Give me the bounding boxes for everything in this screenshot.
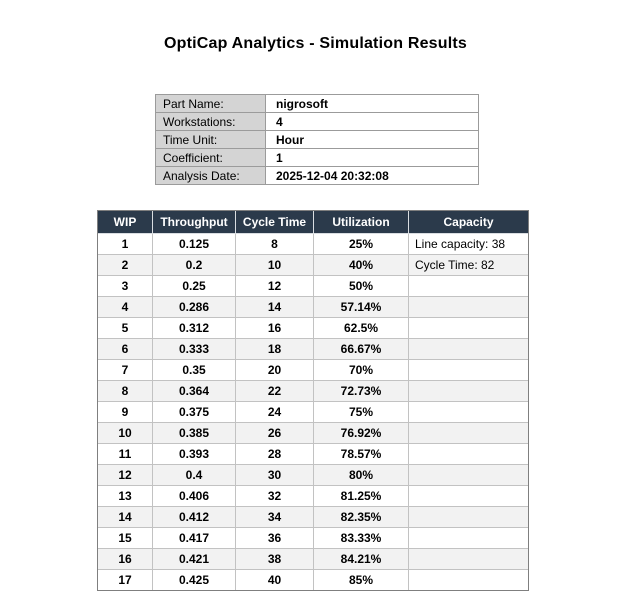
- cell-capacity: [409, 339, 529, 360]
- table-row: [98, 360, 529, 381]
- cell-throughput: 0.417: [153, 528, 236, 549]
- cell-capacity: [409, 276, 529, 297]
- cell-wip: 10: [98, 423, 153, 444]
- cell-throughput: 0.312: [153, 318, 236, 339]
- cell-capacity: [409, 423, 529, 444]
- cell-utilization: 66.67%: [314, 339, 409, 360]
- info-value-time-unit: Hour: [266, 131, 479, 149]
- cell-throughput: 0.333: [153, 339, 236, 360]
- column-header-cycle-time: Cycle Time: [236, 211, 314, 234]
- cell-capacity: [409, 381, 529, 402]
- table-row: [98, 381, 529, 402]
- cell-utilization: 83.33%: [314, 528, 409, 549]
- cell-cycle-time: 24: [236, 402, 314, 423]
- cell-throughput: 0.4: [153, 465, 236, 486]
- cell-wip: 17: [98, 570, 153, 591]
- cell-utilization: 57.14%: [314, 297, 409, 318]
- cell-utilization: 40%: [314, 255, 409, 276]
- table-row: [98, 528, 529, 549]
- table-row: [98, 570, 529, 591]
- table-row: [98, 423, 529, 444]
- cell-cycle-time: 14: [236, 297, 314, 318]
- info-table-body: [156, 95, 479, 185]
- cell-cycle-time: 36: [236, 528, 314, 549]
- table-row: [98, 486, 529, 507]
- info-value-workstations: 4: [266, 113, 479, 131]
- cell-capacity: [409, 549, 529, 570]
- cell-wip: 2: [98, 255, 153, 276]
- cell-cycle-time: 30: [236, 465, 314, 486]
- cell-cycle-time: 8: [236, 234, 314, 255]
- cell-throughput: 0.393: [153, 444, 236, 465]
- cell-throughput: 0.412: [153, 507, 236, 528]
- cell-cycle-time: 10: [236, 255, 314, 276]
- cell-wip: 6: [98, 339, 153, 360]
- cell-cycle-time: 26: [236, 423, 314, 444]
- cell-utilization: 82.35%: [314, 507, 409, 528]
- cell-utilization: 81.25%: [314, 486, 409, 507]
- cell-throughput: 0.425: [153, 570, 236, 591]
- cell-wip: 9: [98, 402, 153, 423]
- table-row: [98, 339, 529, 360]
- cell-cycle-time: 40: [236, 570, 314, 591]
- info-label-part-name: Part Name:: [156, 95, 266, 113]
- cell-utilization: 72.73%: [314, 381, 409, 402]
- cell-utilization: 25%: [314, 234, 409, 255]
- cell-capacity: [409, 465, 529, 486]
- cell-cycle-time: 12: [236, 276, 314, 297]
- table-row: [98, 234, 529, 255]
- info-row-analysis-date: [156, 167, 479, 185]
- results-table-body: [98, 234, 529, 591]
- cell-wip: 13: [98, 486, 153, 507]
- cell-throughput: 0.406: [153, 486, 236, 507]
- info-row-part-name: [156, 95, 479, 113]
- cell-wip: 4: [98, 297, 153, 318]
- cell-throughput: 0.375: [153, 402, 236, 423]
- cell-wip: 16: [98, 549, 153, 570]
- page-title: OptiCap Analytics - Simulation Results: [163, 35, 468, 52]
- column-header-utilization: Utilization: [314, 211, 409, 234]
- cell-throughput: 0.364: [153, 381, 236, 402]
- table-row: [98, 402, 529, 423]
- cell-utilization: 78.57%: [314, 444, 409, 465]
- cell-utilization: 84.21%: [314, 549, 409, 570]
- cell-throughput: 0.2: [153, 255, 236, 276]
- results-header-row: [98, 211, 529, 234]
- table-row: [98, 318, 529, 339]
- info-value-analysis-date: 2025-12-04 20:32:08: [266, 167, 479, 185]
- cell-capacity: [409, 402, 529, 423]
- cell-utilization: 80%: [314, 465, 409, 486]
- cell-wip: 14: [98, 507, 153, 528]
- cell-capacity: [409, 486, 529, 507]
- cell-capacity: [409, 528, 529, 549]
- cell-cycle-time: 18: [236, 339, 314, 360]
- cell-capacity: [409, 570, 529, 591]
- cell-capacity: [409, 444, 529, 465]
- info-row-time-unit: [156, 131, 479, 149]
- cell-utilization: 75%: [314, 402, 409, 423]
- info-value-coefficient: 1: [266, 149, 479, 167]
- info-label-analysis-date: Analysis Date:: [156, 167, 266, 185]
- cell-cycle-time: 28: [236, 444, 314, 465]
- cell-wip: 8: [98, 381, 153, 402]
- cell-wip: 15: [98, 528, 153, 549]
- cell-throughput: 0.385: [153, 423, 236, 444]
- cell-cycle-time: 32: [236, 486, 314, 507]
- column-header-wip: WIP: [98, 211, 153, 234]
- info-label-coefficient: Coefficient:: [156, 149, 266, 167]
- cell-capacity: [409, 507, 529, 528]
- cell-wip: 5: [98, 318, 153, 339]
- table-row: [98, 255, 529, 276]
- table-row: [98, 276, 529, 297]
- cell-wip: 12: [98, 465, 153, 486]
- column-header-throughput: Throughput: [153, 211, 236, 234]
- cell-utilization: 76.92%: [314, 423, 409, 444]
- cell-throughput: 0.286: [153, 297, 236, 318]
- cell-capacity: [409, 360, 529, 381]
- cell-capacity: [409, 297, 529, 318]
- table-row: [98, 549, 529, 570]
- cell-wip: 1: [98, 234, 153, 255]
- cell-capacity: Line capacity: 38: [409, 234, 529, 255]
- simulation-results-table: [97, 210, 529, 591]
- cell-throughput: 0.421: [153, 549, 236, 570]
- cell-cycle-time: 34: [236, 507, 314, 528]
- cell-capacity: [409, 318, 529, 339]
- table-row: [98, 465, 529, 486]
- cell-wip: 3: [98, 276, 153, 297]
- cell-utilization: 85%: [314, 570, 409, 591]
- cell-throughput: 0.35: [153, 360, 236, 381]
- info-label-workstations: Workstations:: [156, 113, 266, 131]
- info-row-coefficient: [156, 149, 479, 167]
- cell-cycle-time: 22: [236, 381, 314, 402]
- cell-wip: 7: [98, 360, 153, 381]
- table-row: [98, 507, 529, 528]
- cell-utilization: 70%: [314, 360, 409, 381]
- cell-cycle-time: 20: [236, 360, 314, 381]
- table-row: [98, 297, 529, 318]
- info-value-part-name: nigrosoft: [266, 95, 479, 113]
- cell-throughput: 0.25: [153, 276, 236, 297]
- cell-cycle-time: 16: [236, 318, 314, 339]
- table-row: [98, 444, 529, 465]
- simulation-info-table: [155, 94, 479, 185]
- results-table-header: [98, 211, 529, 234]
- cell-wip: 11: [98, 444, 153, 465]
- column-header-capacity: Capacity: [409, 211, 529, 234]
- cell-utilization: 50%: [314, 276, 409, 297]
- cell-cycle-time: 38: [236, 549, 314, 570]
- cell-throughput: 0.125: [153, 234, 236, 255]
- cell-capacity: Cycle Time: 82: [409, 255, 529, 276]
- info-label-time-unit: Time Unit:: [156, 131, 266, 149]
- info-row-workstations: [156, 113, 479, 131]
- cell-utilization: 62.5%: [314, 318, 409, 339]
